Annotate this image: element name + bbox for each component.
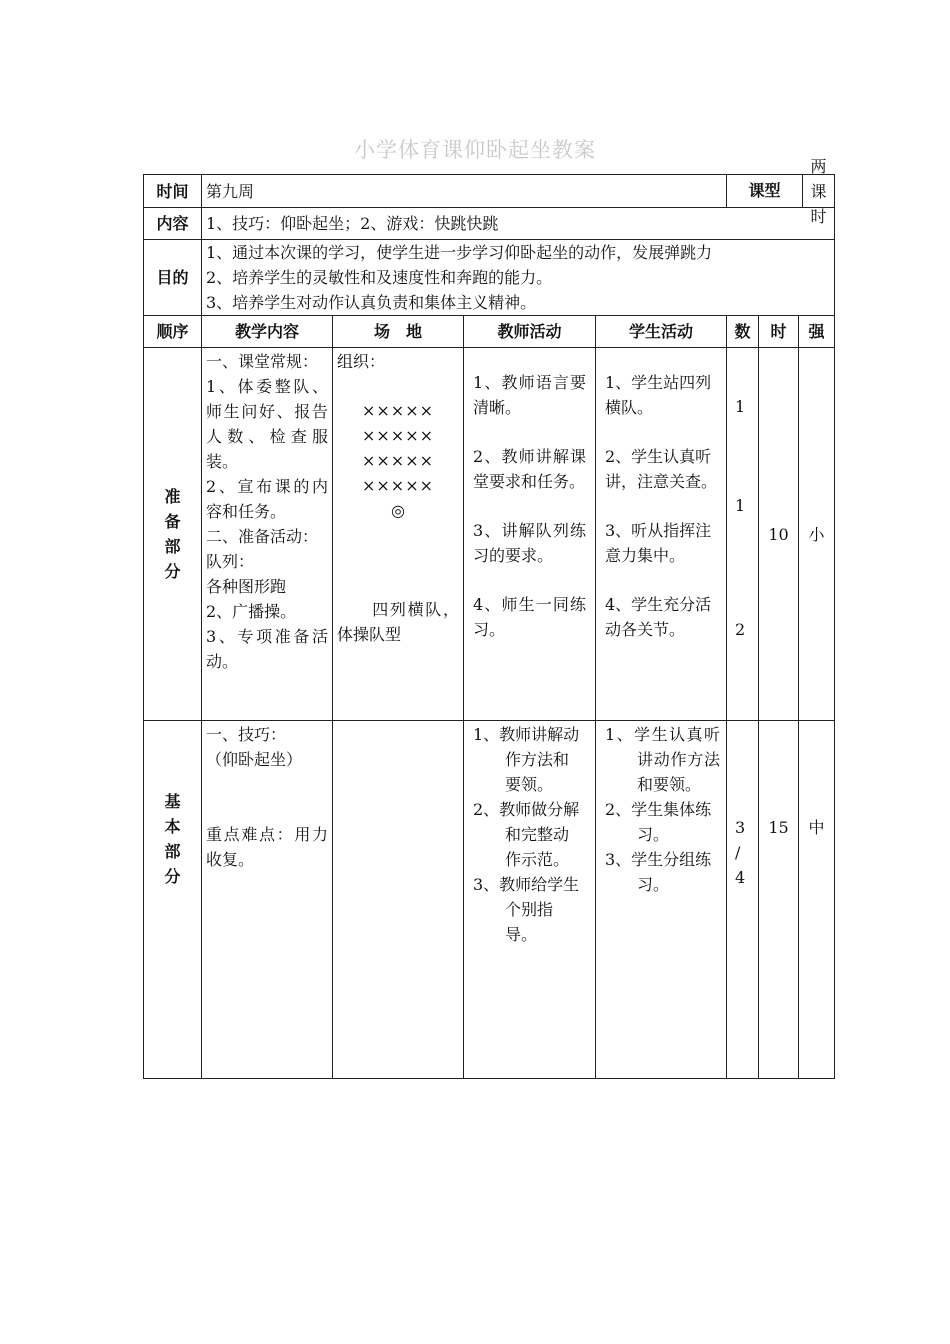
goal-item: 3、培养学生对动作认真负责和集体主义精神。 — [206, 293, 537, 312]
time-label: 时间 — [144, 175, 202, 208]
time-value: 第九周 — [202, 175, 727, 208]
prep-teacher: 1、教师语言要清晰。 2、教师讲解课堂要求和任务。 3、讲解队列练习的要求。 4、师生一同练习。 — [464, 348, 596, 721]
prep-time: 10 — [759, 348, 799, 721]
content-row — [144, 208, 835, 240]
content-value: 1、技巧：仰卧起坐；2、游戏：快跳快跳 — [202, 208, 835, 240]
goal-item: 1、通过本次课的学习，使学生进一步学习仰卧起坐的动作，发展弹跳力 — [206, 243, 713, 262]
formation-row: ××××× — [361, 476, 435, 495]
col-teacher: 教师活动 — [464, 316, 596, 348]
venue-label: 组织： — [337, 352, 386, 371]
page-title: 小学体育课仰卧起坐教案 — [354, 138, 596, 162]
formation-row: ××××× — [361, 401, 435, 420]
prep-section-name: 准 备 部 分 — [164, 487, 181, 581]
basic-content: 一、技巧： （仰卧起坐） 重点难点：用力收复。 — [202, 721, 333, 1079]
basic-student: 1、学生认真听讲动作方法和要领。 2、学生集体练习。 3、学生分组练习。 — [596, 721, 727, 1079]
prep-venue — [333, 348, 464, 721]
col-time: 时 — [759, 316, 799, 348]
teacher-position-mark: ◎ — [391, 501, 405, 520]
col-order: 顺序 — [144, 316, 202, 348]
basic-teacher: 1、教师讲解动作方法和要领。 2、教师做分解和完整动作示范。 3、教师给学生个别指导。 — [464, 721, 596, 1079]
col-venue: 场 地 — [333, 316, 464, 348]
basic-time: 15 — [759, 721, 799, 1079]
basic-section-name: 基 本 部 分 — [164, 792, 181, 886]
type-value: 两课时 — [810, 156, 827, 226]
basic-row — [144, 721, 835, 1079]
basic-venue — [333, 721, 464, 1079]
prep-student: 1、学生站四列横队。 2、学生认真听讲，注意关查。 3、听从指挥注意力集中。 4、学生充分活动各关节。 — [596, 348, 727, 721]
content-label: 内容 — [144, 208, 202, 240]
time-row — [144, 175, 835, 208]
prep-count: 1 1 2 — [727, 348, 759, 721]
venue-note: 四列横队，体操队型 — [337, 600, 459, 644]
col-content: 教学内容 — [202, 316, 333, 348]
prep-content: 一、课堂常规： 1、体委整队、师生问好、报告人数、检查服装。 2、宣布课的内容和任务。 二、准备活动： 队列： 各种图形跑 2、广播操。 3、专项准备活动。 — [202, 348, 333, 721]
formation-row: ××××× — [361, 451, 435, 470]
col-student: 学生活动 — [596, 316, 727, 348]
col-count: 数 — [727, 316, 759, 348]
goal-row — [144, 240, 835, 316]
type-label: 课型 — [727, 175, 803, 207]
basic-intensity: 中 — [799, 721, 835, 1079]
basic-count: 3 / 4 — [727, 721, 759, 1079]
col-intensity: 强 — [799, 316, 835, 348]
column-header-row — [144, 316, 835, 348]
lesson-plan-table — [143, 156, 835, 1079]
goal-item: 2、培养学生的灵敏性和及速度性和奔跑的能力。 — [206, 268, 553, 287]
goal-label: 目的 — [144, 240, 202, 316]
prep-row — [144, 348, 835, 721]
prep-intensity: 小 — [799, 348, 835, 721]
formation-row: ××××× — [361, 426, 435, 445]
